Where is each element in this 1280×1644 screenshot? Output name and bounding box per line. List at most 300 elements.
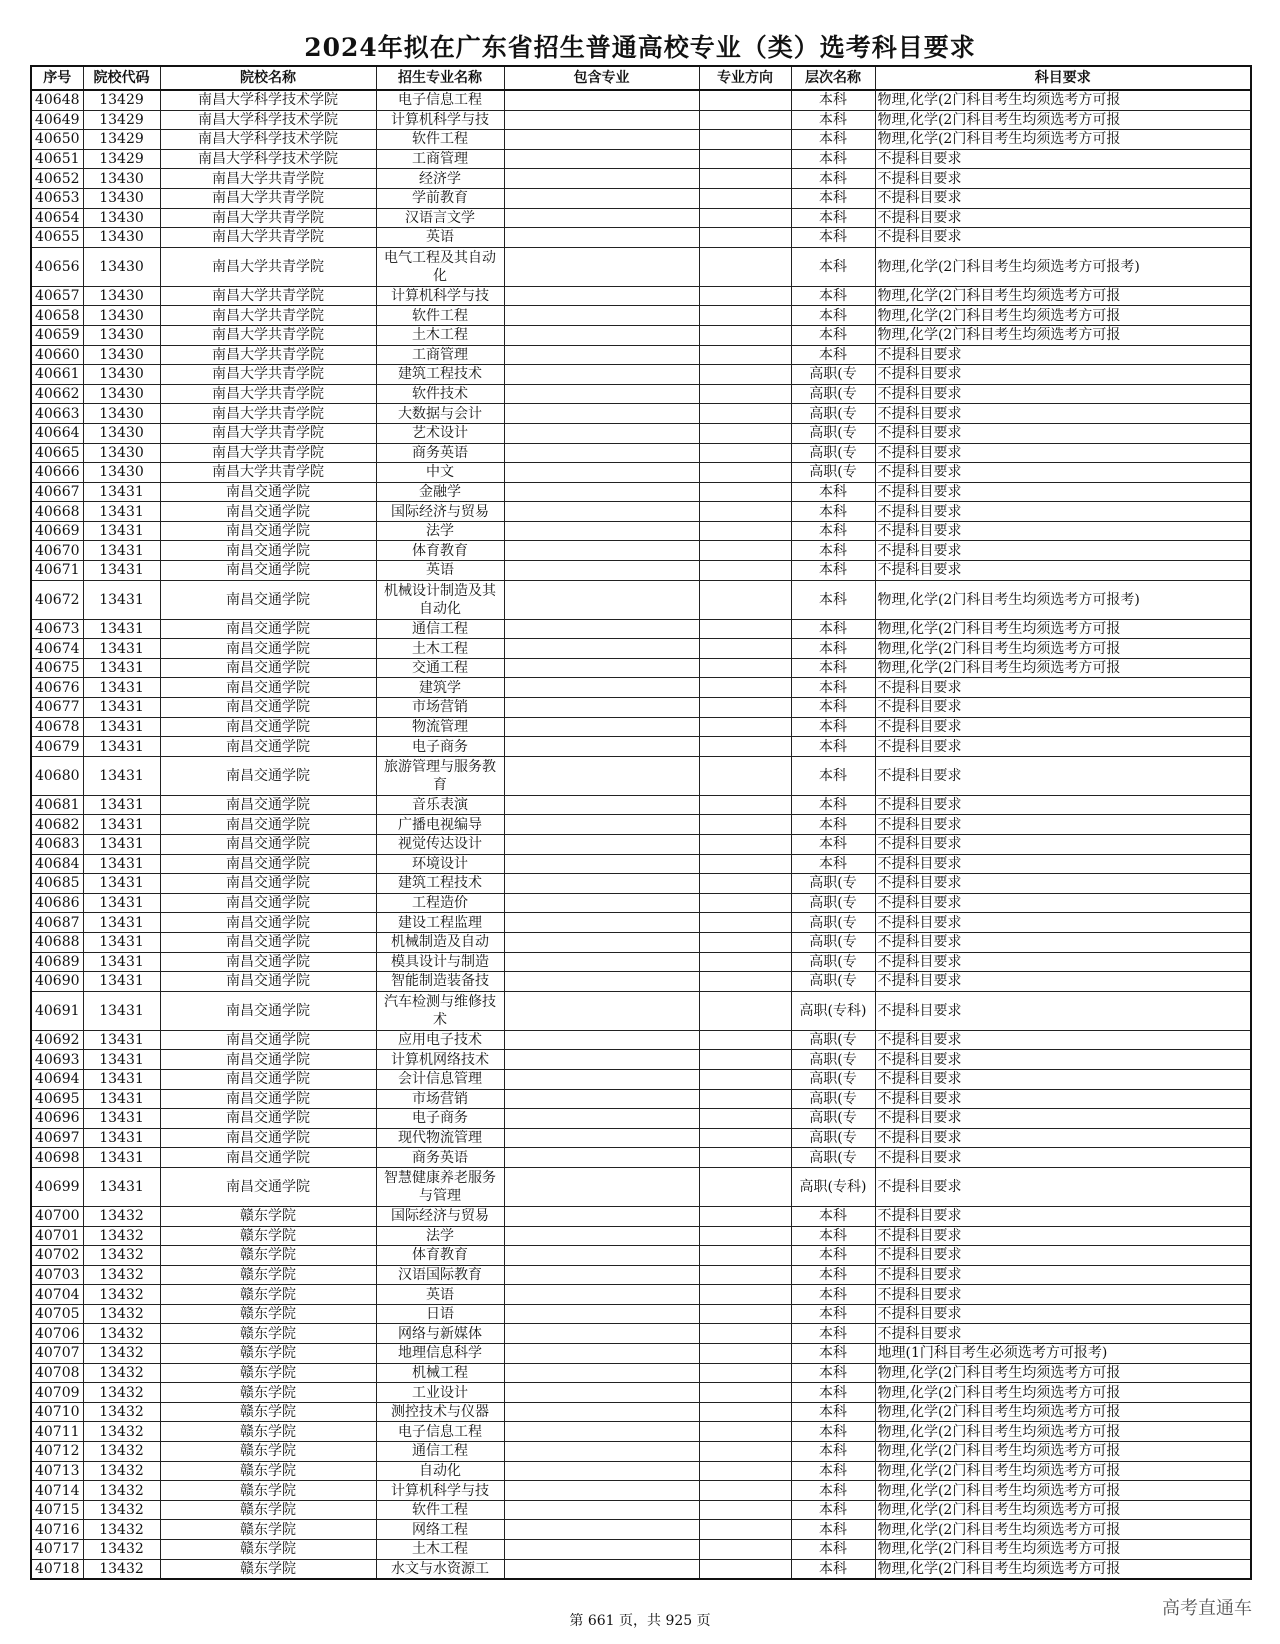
- cell-major-name: 国际经济与贸易: [376, 502, 504, 522]
- cell-school-name: 南昌大学共青学院: [160, 286, 376, 306]
- cell-major-name: 英语: [376, 561, 504, 581]
- cell-major-name: 土木工程: [376, 325, 504, 345]
- cell-included-majors: [504, 874, 699, 894]
- cell-major-direction: [699, 482, 791, 502]
- cell-level: 本科: [791, 345, 875, 365]
- cell-school-code: 13432: [83, 1500, 160, 1520]
- cell-school-name: 赣东学院: [160, 1363, 376, 1383]
- cell-school-name: 南昌交通学院: [160, 854, 376, 874]
- cell-level: 高职(专: [791, 443, 875, 463]
- cell-subject-requirement: 物理,化学(2门科目考生均须选考方可报: [875, 1442, 1251, 1462]
- cell-included-majors: [504, 1559, 699, 1579]
- cell-level: 本科: [791, 90, 875, 110]
- table-row: [31, 1383, 1251, 1403]
- cell-school-name: 南昌交通学院: [160, 874, 376, 894]
- cell-included-majors: [504, 1167, 699, 1206]
- cell-seq: 40663: [31, 404, 83, 424]
- cell-level: 本科: [791, 1383, 875, 1403]
- cell-school-code: 13431: [83, 991, 160, 1030]
- cell-level: 本科: [791, 1442, 875, 1462]
- cell-major-direction: [699, 443, 791, 463]
- cell-school-code: 13431: [83, 756, 160, 795]
- cell-school-name: 南昌交通学院: [160, 521, 376, 541]
- cell-school-name: 南昌大学共青学院: [160, 208, 376, 228]
- cell-major-direction: [699, 737, 791, 757]
- cell-seq: 40709: [31, 1383, 83, 1403]
- cell-major-name: 法学: [376, 1226, 504, 1246]
- table-row: [31, 365, 1251, 385]
- cell-level: 高职(专: [791, 1030, 875, 1050]
- cell-school-code: 13432: [83, 1324, 160, 1344]
- cell-level: 本科: [791, 1481, 875, 1501]
- cell-subject-requirement: 不提科目要求: [875, 404, 1251, 424]
- cell-included-majors: [504, 1363, 699, 1383]
- cell-subject-requirement: 不提科目要求: [875, 1226, 1251, 1246]
- cell-level: 本科: [791, 1540, 875, 1560]
- cell-major-direction: [699, 149, 791, 169]
- table-row: [31, 815, 1251, 835]
- cell-subject-requirement: 不提科目要求: [875, 228, 1251, 248]
- cell-major-direction: [699, 1285, 791, 1305]
- cell-seq: 40687: [31, 913, 83, 933]
- cell-included-majors: [504, 365, 699, 385]
- cell-subject-requirement: 物理,化学(2门科目考生均须选考方可报考): [875, 247, 1251, 286]
- cell-level: 高职(专: [791, 932, 875, 952]
- cell-major-name: 电子商务: [376, 1109, 504, 1129]
- cell-included-majors: [504, 932, 699, 952]
- table-row: [31, 482, 1251, 502]
- cell-school-name: 南昌交通学院: [160, 1030, 376, 1050]
- cell-level: 本科: [791, 1324, 875, 1344]
- cell-level: 本科: [791, 1226, 875, 1246]
- cell-major-name: 水文与水资源工: [376, 1559, 504, 1579]
- cell-seq: 40649: [31, 110, 83, 130]
- cell-seq: 40677: [31, 698, 83, 718]
- cell-included-majors: [504, 795, 699, 815]
- cell-included-majors: [504, 1069, 699, 1089]
- table-row: [31, 1344, 1251, 1364]
- cell-included-majors: [504, 1324, 699, 1344]
- cell-major-direction: [699, 502, 791, 522]
- cell-included-majors: [504, 1500, 699, 1520]
- table-row: [31, 874, 1251, 894]
- table-row: [31, 149, 1251, 169]
- cell-major-name: 法学: [376, 521, 504, 541]
- cell-subject-requirement: 不提科目要求: [875, 149, 1251, 169]
- cell-subject-requirement: 不提科目要求: [875, 756, 1251, 795]
- table-row: [31, 1559, 1251, 1579]
- cell-school-name: 南昌大学共青学院: [160, 443, 376, 463]
- cell-included-majors: [504, 404, 699, 424]
- cell-school-code: 13430: [83, 169, 160, 189]
- cell-major-direction: [699, 521, 791, 541]
- table-row: [31, 384, 1251, 404]
- cell-subject-requirement: 不提科目要求: [875, 952, 1251, 972]
- cell-school-name: 南昌交通学院: [160, 952, 376, 972]
- cell-school-name: 南昌交通学院: [160, 795, 376, 815]
- table-row: [31, 795, 1251, 815]
- table-row: [31, 208, 1251, 228]
- cell-major-direction: [699, 756, 791, 795]
- cell-level: 本科: [791, 1422, 875, 1442]
- table-row: [31, 1109, 1251, 1129]
- cell-school-name: 南昌交通学院: [160, 482, 376, 502]
- cell-included-majors: [504, 482, 699, 502]
- cell-subject-requirement: 不提科目要求: [875, 1206, 1251, 1226]
- cell-major-direction: [699, 345, 791, 365]
- cell-included-majors: [504, 1304, 699, 1324]
- cell-major-direction: [699, 972, 791, 992]
- cell-seq: 40700: [31, 1206, 83, 1226]
- cell-major-name: 会计信息管理: [376, 1069, 504, 1089]
- cell-school-name: 南昌大学科学技术学院: [160, 90, 376, 110]
- cell-seq: 40703: [31, 1265, 83, 1285]
- cell-included-majors: [504, 149, 699, 169]
- cell-school-code: 13431: [83, 698, 160, 718]
- cell-level: 本科: [791, 521, 875, 541]
- cell-school-code: 13431: [83, 639, 160, 659]
- cell-level: 高职(专科): [791, 991, 875, 1030]
- cell-subject-requirement: 不提科目要求: [875, 932, 1251, 952]
- subject-requirements-table: [30, 65, 1252, 1580]
- cell-subject-requirement: 不提科目要求: [875, 795, 1251, 815]
- cell-major-name: 大数据与会计: [376, 404, 504, 424]
- cell-seq: 40712: [31, 1442, 83, 1462]
- table-row: [31, 306, 1251, 326]
- cell-seq: 40695: [31, 1089, 83, 1109]
- cell-major-direction: [699, 228, 791, 248]
- cell-subject-requirement: 不提科目要求: [875, 169, 1251, 189]
- cell-major-name: 软件工程: [376, 130, 504, 150]
- cell-school-code: 13431: [83, 580, 160, 619]
- cell-seq: 40651: [31, 149, 83, 169]
- cell-school-code: 13431: [83, 541, 160, 561]
- cell-seq: 40708: [31, 1363, 83, 1383]
- cell-seq: 40664: [31, 423, 83, 443]
- cell-level: 本科: [791, 502, 875, 522]
- cell-subject-requirement: 物理,化学(2门科目考生均须选考方可报: [875, 1422, 1251, 1442]
- cell-level: 本科: [791, 247, 875, 286]
- cell-level: 高职(专: [791, 893, 875, 913]
- cell-school-name: 南昌大学共青学院: [160, 188, 376, 208]
- cell-school-name: 南昌交通学院: [160, 893, 376, 913]
- cell-included-majors: [504, 228, 699, 248]
- table-row: [31, 423, 1251, 443]
- cell-level: 本科: [791, 228, 875, 248]
- table-row: [31, 658, 1251, 678]
- cell-major-direction: [699, 854, 791, 874]
- cell-subject-requirement: 不提科目要求: [875, 1050, 1251, 1070]
- cell-subject-requirement: 物理,化学(2门科目考生均须选考方可报: [875, 90, 1251, 110]
- cell-school-code: 13429: [83, 130, 160, 150]
- cell-school-code: 13432: [83, 1422, 160, 1442]
- cell-major-direction: [699, 1540, 791, 1560]
- cell-subject-requirement: 不提科目要求: [875, 541, 1251, 561]
- cell-subject-requirement: 不提科目要求: [875, 737, 1251, 757]
- cell-school-name: 赣东学院: [160, 1285, 376, 1305]
- cell-major-name: 网络工程: [376, 1520, 504, 1540]
- cell-included-majors: [504, 247, 699, 286]
- cell-major-name: 地理信息科学: [376, 1344, 504, 1364]
- col-header-major-name: 招生专业名称: [376, 66, 504, 90]
- cell-major-direction: [699, 913, 791, 933]
- cell-seq: 40696: [31, 1109, 83, 1129]
- page-title: 2024年拟在广东省招生普通高校专业（类）选考科目要求: [304, 33, 976, 62]
- table-row: [31, 737, 1251, 757]
- cell-level: 本科: [791, 1206, 875, 1226]
- cell-included-majors: [504, 1089, 699, 1109]
- cell-subject-requirement: 不提科目要求: [875, 893, 1251, 913]
- cell-seq: 40654: [31, 208, 83, 228]
- table-row: [31, 913, 1251, 933]
- cell-school-name: 赣东学院: [160, 1461, 376, 1481]
- cell-major-direction: [699, 1050, 791, 1070]
- cell-school-name: 赣东学院: [160, 1246, 376, 1266]
- cell-level: 本科: [791, 1265, 875, 1285]
- cell-major-direction: [699, 1030, 791, 1050]
- cell-level: 高职(专: [791, 463, 875, 483]
- cell-major-name: 网络与新媒体: [376, 1324, 504, 1344]
- cell-level: 高职(专: [791, 1109, 875, 1129]
- table-row: [31, 1304, 1251, 1324]
- table-row: [31, 169, 1251, 189]
- cell-major-direction: [699, 1148, 791, 1168]
- cell-subject-requirement: 物理,化学(2门科目考生均须选考方可报: [875, 1402, 1251, 1422]
- cell-seq: 40665: [31, 443, 83, 463]
- cell-major-name: 建筑工程技术: [376, 365, 504, 385]
- cell-major-direction: [699, 423, 791, 443]
- table-row: [31, 1167, 1251, 1206]
- cell-seq: 40660: [31, 345, 83, 365]
- cell-major-direction: [699, 247, 791, 286]
- cell-subject-requirement: 物理,化学(2门科目考生均须选考方可报: [875, 286, 1251, 306]
- cell-school-name: 南昌大学共青学院: [160, 228, 376, 248]
- cell-school-name: 南昌交通学院: [160, 580, 376, 619]
- table-row: [31, 286, 1251, 306]
- cell-subject-requirement: 不提科目要求: [875, 365, 1251, 385]
- cell-seq: 40698: [31, 1148, 83, 1168]
- table-row: [31, 1540, 1251, 1560]
- table-row: [31, 835, 1251, 855]
- cell-school-name: 赣东学院: [160, 1304, 376, 1324]
- cell-school-code: 13431: [83, 1109, 160, 1129]
- cell-level: 高职(专: [791, 384, 875, 404]
- cell-level: 本科: [791, 756, 875, 795]
- cell-subject-requirement: 不提科目要求: [875, 1246, 1251, 1266]
- cell-level: 本科: [791, 1461, 875, 1481]
- cell-level: 本科: [791, 639, 875, 659]
- cell-school-code: 13431: [83, 1030, 160, 1050]
- cell-school-name: 南昌大学科学技术学院: [160, 130, 376, 150]
- cell-subject-requirement: 不提科目要求: [875, 1304, 1251, 1324]
- cell-included-majors: [504, 952, 699, 972]
- cell-major-name: 日语: [376, 1304, 504, 1324]
- table-row: [31, 188, 1251, 208]
- cell-school-name: 赣东学院: [160, 1226, 376, 1246]
- cell-included-majors: [504, 502, 699, 522]
- cell-included-majors: [504, 1402, 699, 1422]
- cell-school-name: 南昌大学共青学院: [160, 365, 376, 385]
- cell-school-name: 南昌交通学院: [160, 737, 376, 757]
- cell-seq: 40685: [31, 874, 83, 894]
- cell-seq: 40672: [31, 580, 83, 619]
- cell-school-name: 南昌大学共青学院: [160, 169, 376, 189]
- cell-included-majors: [504, 423, 699, 443]
- cell-subject-requirement: 物理,化学(2门科目考生均须选考方可报: [875, 130, 1251, 150]
- cell-major-direction: [699, 1109, 791, 1129]
- cell-major-direction: [699, 1520, 791, 1540]
- cell-seq: 40716: [31, 1520, 83, 1540]
- cell-major-name: 汉语国际教育: [376, 1265, 504, 1285]
- cell-major-direction: [699, 1206, 791, 1226]
- cell-school-code: 13430: [83, 286, 160, 306]
- cell-level: 本科: [791, 208, 875, 228]
- cell-included-majors: [504, 1344, 699, 1364]
- cell-school-code: 13430: [83, 365, 160, 385]
- cell-included-majors: [504, 913, 699, 933]
- cell-major-name: 计算机科学与技: [376, 1481, 504, 1501]
- cell-seq: 40711: [31, 1422, 83, 1442]
- cell-school-code: 13429: [83, 110, 160, 130]
- cell-major-name: 体育教育: [376, 541, 504, 561]
- cell-included-majors: [504, 1226, 699, 1246]
- cell-subject-requirement: 不提科目要求: [875, 1285, 1251, 1305]
- cell-seq: 40657: [31, 286, 83, 306]
- cell-major-direction: [699, 991, 791, 1030]
- cell-level: 本科: [791, 130, 875, 150]
- cell-level: 高职(专: [791, 1069, 875, 1089]
- cell-subject-requirement: 物理,化学(2门科目考生均须选考方可报: [875, 306, 1251, 326]
- cell-school-name: 南昌交通学院: [160, 835, 376, 855]
- cell-included-majors: [504, 169, 699, 189]
- cell-major-name: 软件工程: [376, 306, 504, 326]
- cell-major-name: 国际经济与贸易: [376, 1206, 504, 1226]
- cell-seq: 40691: [31, 991, 83, 1030]
- cell-school-name: 南昌大学共青学院: [160, 384, 376, 404]
- cell-school-name: 赣东学院: [160, 1206, 376, 1226]
- cell-school-name: 南昌交通学院: [160, 1128, 376, 1148]
- cell-school-code: 13432: [83, 1402, 160, 1422]
- cell-major-direction: [699, 580, 791, 619]
- cell-major-name: 金融学: [376, 482, 504, 502]
- cell-school-name: 南昌大学共青学院: [160, 345, 376, 365]
- table-row: [31, 972, 1251, 992]
- table-row: [31, 698, 1251, 718]
- cell-school-code: 13430: [83, 306, 160, 326]
- table-row: [31, 247, 1251, 286]
- cell-seq: 40715: [31, 1500, 83, 1520]
- cell-school-code: 13432: [83, 1246, 160, 1266]
- cell-subject-requirement: 物理,化学(2门科目考生均须选考方可报考): [875, 580, 1251, 619]
- cell-school-code: 13432: [83, 1559, 160, 1579]
- table-row: [31, 1030, 1251, 1050]
- cell-school-name: 南昌交通学院: [160, 678, 376, 698]
- cell-level: 高职(专: [791, 972, 875, 992]
- cell-level: 本科: [791, 1402, 875, 1422]
- cell-included-majors: [504, 1285, 699, 1305]
- cell-major-direction: [699, 1344, 791, 1364]
- table-row: [31, 228, 1251, 248]
- cell-school-name: 赣东学院: [160, 1422, 376, 1442]
- table-row: [31, 1226, 1251, 1246]
- cell-major-direction: [699, 1128, 791, 1148]
- cell-included-majors: [504, 521, 699, 541]
- cell-subject-requirement: 不提科目要求: [875, 502, 1251, 522]
- cell-seq: 40717: [31, 1540, 83, 1560]
- cell-major-name: 交通工程: [376, 658, 504, 678]
- cell-major-name: 汽车检测与维修技术: [376, 991, 504, 1030]
- cell-included-majors: [504, 188, 699, 208]
- cell-subject-requirement: 不提科目要求: [875, 482, 1251, 502]
- cell-major-name: 旅游管理与服务教育: [376, 756, 504, 795]
- cell-school-name: 南昌交通学院: [160, 1069, 376, 1089]
- cell-major-name: 智慧健康养老服务与管理: [376, 1167, 504, 1206]
- cell-major-direction: [699, 110, 791, 130]
- cell-school-code: 13431: [83, 737, 160, 757]
- cell-major-direction: [699, 639, 791, 659]
- cell-school-name: 赣东学院: [160, 1559, 376, 1579]
- cell-major-direction: [699, 1559, 791, 1579]
- cell-included-majors: [504, 1050, 699, 1070]
- cell-school-name: 南昌大学科学技术学院: [160, 149, 376, 169]
- cell-seq: 40675: [31, 658, 83, 678]
- cell-included-majors: [504, 1128, 699, 1148]
- table-row: [31, 893, 1251, 913]
- table-row: [31, 110, 1251, 130]
- cell-included-majors: [504, 345, 699, 365]
- cell-school-name: 赣东学院: [160, 1481, 376, 1501]
- cell-major-name: 智能制造装备技: [376, 972, 504, 992]
- cell-seq: 40694: [31, 1069, 83, 1089]
- cell-major-direction: [699, 815, 791, 835]
- cell-school-code: 13431: [83, 502, 160, 522]
- cell-seq: 40710: [31, 1402, 83, 1422]
- table-row: [31, 90, 1251, 110]
- cell-school-name: 南昌大学共青学院: [160, 325, 376, 345]
- cell-school-code: 13431: [83, 874, 160, 894]
- cell-level: 本科: [791, 1500, 875, 1520]
- cell-school-name: 南昌交通学院: [160, 698, 376, 718]
- cell-school-code: 13431: [83, 1167, 160, 1206]
- cell-seq: 40682: [31, 815, 83, 835]
- table-row: [31, 639, 1251, 659]
- cell-school-name: 南昌交通学院: [160, 756, 376, 795]
- cell-subject-requirement: 不提科目要求: [875, 1265, 1251, 1285]
- cell-level: 本科: [791, 1559, 875, 1579]
- cell-level: 本科: [791, 306, 875, 326]
- cell-major-name: 环境设计: [376, 854, 504, 874]
- cell-school-name: 南昌交通学院: [160, 619, 376, 639]
- cell-major-name: 视觉传达设计: [376, 835, 504, 855]
- cell-school-code: 13432: [83, 1481, 160, 1501]
- cell-major-name: 建设工程监理: [376, 913, 504, 933]
- cell-seq: 40702: [31, 1246, 83, 1266]
- cell-major-direction: [699, 463, 791, 483]
- cell-level: 本科: [791, 835, 875, 855]
- cell-subject-requirement: 不提科目要求: [875, 1167, 1251, 1206]
- cell-subject-requirement: 不提科目要求: [875, 345, 1251, 365]
- cell-school-code: 13430: [83, 443, 160, 463]
- table-row: [31, 1265, 1251, 1285]
- cell-major-direction: [699, 658, 791, 678]
- table-row: [31, 1069, 1251, 1089]
- cell-subject-requirement: 物理,化学(2门科目考生均须选考方可报: [875, 1383, 1251, 1403]
- cell-school-name: 南昌交通学院: [160, 932, 376, 952]
- cell-included-majors: [504, 1246, 699, 1266]
- cell-school-code: 13432: [83, 1442, 160, 1462]
- cell-school-code: 13431: [83, 482, 160, 502]
- cell-school-name: 南昌交通学院: [160, 717, 376, 737]
